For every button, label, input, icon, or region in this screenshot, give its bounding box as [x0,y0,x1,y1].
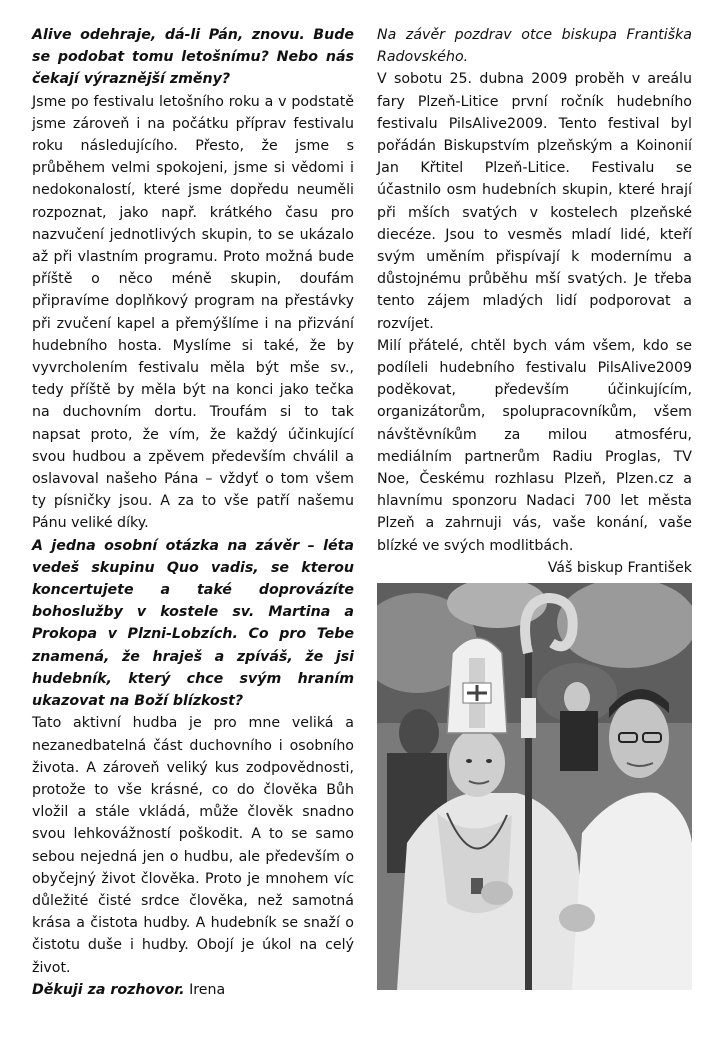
answer-2: Tato aktivní hudba je pro mne veliká a nezanedbatelná část duchovního i osobního života. A zároveň veliký kus zodpovědnosti, protože to vše krásné, co do člověka Bůh vložil a stále vkládá, může člověk snadno svou lehkovážností poškodit. A to se samo sebou nejedná jen o hudbu, ale především o obyčejný život člověka. Proto je mnohem víc důležité čisté srdce člověka, než samotná krása a čistota hudby. A hudebník se snaží o čistotu duše i hudby. Obojí je úkol na celý život. [32,715,354,976]
greeting-intro: Na závěr pozdrav otce biskupa Františka Radovského. [377,27,692,66]
bishop-photo [377,583,692,990]
right-column [377,24,692,579]
left-column [32,24,354,1001]
question-2: A jedna osobní otázka na závěr – léta vedeš skupinu Quo vadis, se kterou koncertujete a také doprovázíte bohoslužby v kostele sv. Martina a Prokopa v Plzni-Lobzích. Co pro Tebe znamená, že hraješ a zpíváš, že jsi hudebník, který chce svým hraním ukazovat na Boží blízkost? [32,537,354,710]
author-name: Irena [189,981,226,998]
answer-1: Jsme po festivalu letošního roku a v podstatě jsme zároveň i na počátku příprav festivalu roku následujícího. Přesto, že jsme s průběhem velmi spokojeni, jsme si vědomi i nedokonalostí, které jsme dopředu neuměli rozpoznat, jako např. krátkého času pro nazvučení jednotlivých skupin, to se ukázalo až při vlastním programu. Proto možná bude příště o něco méně skupin, doufám připravíme doplňkový program na přestávky při zvučení kapel a přemýšlíme i na přizvání hudebního hosta. Myslíme si také, že by vyvrcholením festivalu měla být mše sv., tedy příště by měla být na konci jako tečka na duchovním dortu. Troufám si to tak napsat proto, že vím, že každý účinkující svou hudbou a zpěvem především chválil a oslavoval našeho Pána – vždyť o tom všem ty písničky jsou. A za to vše patří našemu Pánu veliké díky. [32,93,354,532]
question-1: Alive odehraje, dá-li Pán, znovu. Bude se podobat tomu letošnímu? Nebo nás čekají výraznější změny? [32,27,354,88]
signature: Váš biskup František [547,559,692,576]
closing-line [32,979,354,1001]
greeting-paragraph-1: V sobotu 25. dubna 2009 proběh v areálu fary Plzeň-Litice první ročník hudebního festivalu PilsAlive2009. Tento festival byl pořádán Biskupstvím plzeňským a Koinonií Jan Křtitel Plzeň-Litice. Festivalu se účastnilo osm hudebních skupin, které hrají při mších svatých v kostelech plzeňské diecéze. Jsou to vesměs mladí lidé, kteří svým uměním přispívají k modernímu a důstojnému průběhu mší svatých. Je třeba tento zájem mladých lidí podporovat a rozvíjet. [377,71,692,332]
greeting-paragraph-2: Milí přátelé, chtěl bych vám všem, kdo se podíleli hudebního festivalu PilsAlive2009 poděkovat, především účinkujícím, organizátorům, spolupracovníkům, všem návštěvníkům za milou atmosféru, mediálním partnerům Radiu Proglas, TV Noe, Českému rozhlasu Plzeň, Plzen.cz a hlavnímu sponzoru Nadaci 700 let města Plzeň a zahrnuji vás, vaše konání, vaše blízké ve svých modlitbách. [377,337,692,554]
thanks-text: Děkuji za rozhovor. [32,981,185,998]
bishop-with-crosier-icon [377,583,692,990]
signature-line [377,557,692,579]
